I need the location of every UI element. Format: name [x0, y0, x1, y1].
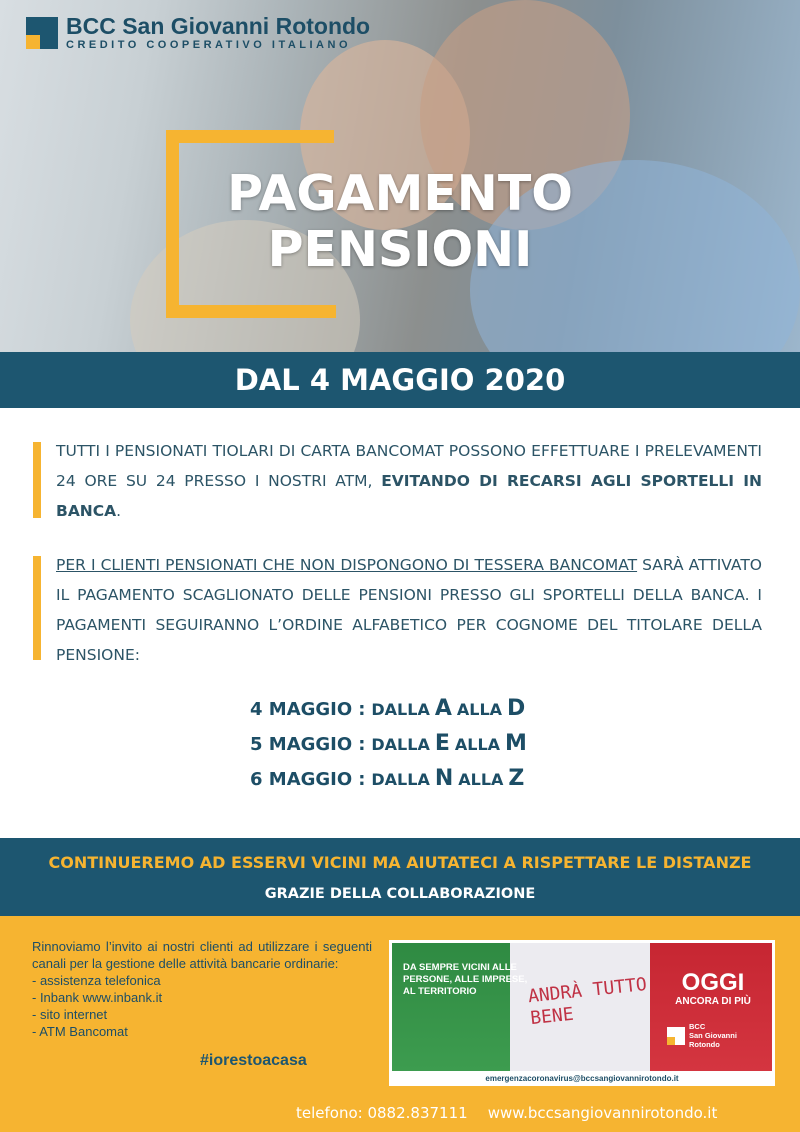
- logo-mark-icon: [26, 17, 58, 49]
- schedule-to-letter: D: [507, 696, 526, 721]
- footer-text: [32, 938, 372, 1040]
- promo-email[interactable]: emergenzacoronavirus@bccsangiovannirotondo.it: [485, 1074, 679, 1083]
- contact-line: [296, 1104, 776, 1122]
- phone-number[interactable]: telefono: 0882.837111: [296, 1104, 468, 1122]
- channel-item: - assistenza telefonica: [32, 973, 161, 988]
- paragraph-2-accent-bar: [33, 556, 41, 660]
- schedule-date: 5 MAGGIO: [250, 734, 353, 755]
- payment-schedule: [250, 696, 570, 801]
- hashtag[interactable]: #iorestoacasa: [200, 1052, 307, 1069]
- promo-mini-logo: [667, 1022, 737, 1049]
- website-link[interactable]: www.bccsangiovannirotondo.it: [487, 1104, 718, 1122]
- schedule-from-word: DALLA: [371, 700, 430, 719]
- cta-line-1: CONTINUEREMO AD ESSERVI VICINI MA AIUTATECI A RISPETTARE LE DISTANZE: [48, 853, 752, 872]
- schedule-from-letter: A: [434, 696, 452, 721]
- schedule-row: [250, 766, 570, 801]
- schedule-from-word: DALLA: [371, 770, 430, 789]
- mini-logo-line: BCC: [689, 1022, 706, 1031]
- schedule-date: 4 MAGGIO: [250, 699, 353, 720]
- schedule-to-word: ALLA: [458, 770, 504, 789]
- brand-logo[interactable]: [26, 14, 370, 52]
- channel-item: - sito internet: [32, 1007, 108, 1022]
- title-line-1: PAGAMENTO: [227, 165, 573, 222]
- schedule-to-letter: M: [505, 731, 527, 756]
- mini-logo-mark-icon: [667, 1027, 685, 1045]
- paragraph-1-end: .: [116, 502, 122, 520]
- schedule-colon: :: [358, 734, 366, 755]
- paragraph-2-text: SARÀ ATTIVATO IL PAGAMENTO SCAGLIONATO DELLE PENSIONI PRESSO GLI SPORTELLI DELLA BANCA. I PAGAMENTI SEGUIRANNO L’ORDINE ALFABETICO PER COGNOME DEL TITOLARE DELLA PENSIONE:: [56, 556, 762, 664]
- title-line-2: PENSIONI: [267, 221, 533, 278]
- paragraph-1-accent-bar: [33, 442, 41, 518]
- schedule-date: 6 MAGGIO: [250, 769, 353, 790]
- promo-oggi: [661, 970, 765, 1008]
- paragraph-2: [56, 550, 762, 670]
- footer-intro: Rinnoviamo l’invito ai nostri clienti ad utilizzare i seguenti canali per la gestione delle attività bancarie ordinarie:: [32, 939, 372, 971]
- mini-logo-line: Rotondo: [689, 1040, 720, 1049]
- page-title: [190, 166, 610, 278]
- schedule-colon: :: [358, 769, 366, 790]
- channel-item: - Inbank www.inbank.it: [32, 990, 163, 1005]
- promo-image: [389, 940, 775, 1086]
- schedule-to-word: ALLA: [454, 735, 501, 754]
- paragraph-2-underlined: PER I CLIENTI PENSIONATI CHE NON DISPONGONO DI TESSERA BANCOMAT: [56, 556, 638, 574]
- paragraph-1-text: TUTTI I PENSIONATI TIOLARI DI CARTA BANCOMAT POSSONO EFFETTUARE I PRELEVAMENTI 24 ORE SU 24 PRESSO I NOSTRI ATM,: [56, 442, 762, 490]
- schedule-row: [250, 696, 570, 731]
- cta-banner: [0, 838, 800, 916]
- promo-slogan: DA SEMPRE VICINI ALLE PERSONE, ALLE IMPRESE, AL TERRITORIO: [403, 962, 528, 997]
- paragraph-1: [56, 436, 762, 526]
- cta-line-2: GRAZIE DELLA COLLABORAZIONE: [264, 886, 536, 902]
- paragraph-1-bold: EVITANDO DI RECARSI AGLI SPORTELLI IN BANCA: [56, 472, 763, 520]
- brand-tagline: CREDITO COOPERATIVO ITALIANO: [66, 39, 352, 51]
- brand-name: BCC San Giovanni Rotondo: [66, 13, 371, 39]
- channel-item: - ATM Bancomat: [32, 1024, 128, 1039]
- schedule-from-letter: N: [434, 766, 454, 791]
- promo-handwriting: ANDRÀ TUTTO BENE: [527, 973, 648, 1030]
- promo-oggi-title: OGGI: [681, 969, 745, 996]
- schedule-colon: :: [358, 699, 366, 720]
- schedule-to-word: ALLA: [456, 700, 503, 719]
- promo-oggi-subtitle: ANCORA DI PIÙ: [675, 996, 751, 1007]
- mini-logo-line: San Giovanni: [689, 1031, 737, 1040]
- schedule-from-letter: E: [434, 731, 450, 756]
- schedule-row: [250, 731, 570, 766]
- date-banner: DAL 4 MAGGIO 2020: [0, 352, 800, 408]
- schedule-from-word: DALLA: [371, 735, 430, 754]
- schedule-to-letter: Z: [508, 766, 525, 791]
